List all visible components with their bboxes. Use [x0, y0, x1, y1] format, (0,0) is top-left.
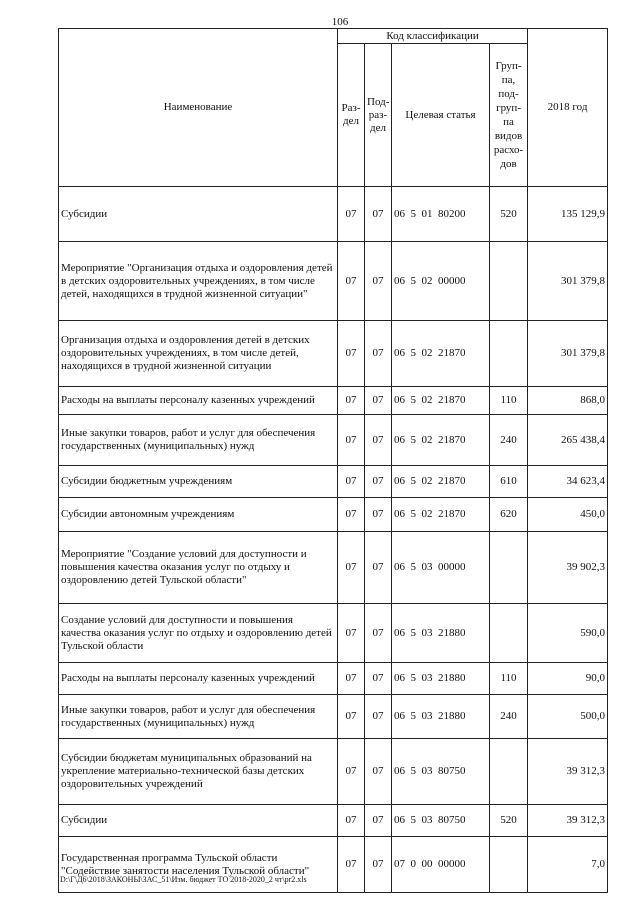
row-group: 240 [490, 695, 528, 739]
row-group [490, 532, 528, 604]
table-row [59, 187, 608, 242]
row-amount: 90,0 [528, 663, 608, 695]
row-article: 06 5 03 80750 [392, 739, 490, 805]
row-group [490, 242, 528, 321]
page-number: 106 [331, 16, 349, 28]
row-name: Мероприятие "Создание условий для доступности и повышения качества оказания услуг по отдыху и оздоровлению детей Тульской области" [59, 532, 338, 604]
row-subsection: 07 [365, 532, 392, 604]
row-section: 07 [338, 532, 365, 604]
row-subsection: 07 [365, 498, 392, 532]
table-row [59, 532, 608, 604]
table-row [59, 663, 608, 695]
row-amount: 39 902,3 [528, 532, 608, 604]
row-name: Субсидии [59, 187, 338, 242]
row-group [490, 604, 528, 663]
row-amount: 135 129,9 [528, 187, 608, 242]
row-amount: 34 623,4 [528, 466, 608, 498]
row-group: 620 [490, 498, 528, 532]
row-group [490, 837, 528, 893]
table-row [59, 466, 608, 498]
row-section: 07 [338, 739, 365, 805]
row-name: Иные закупки товаров, работ и услуг для обеспечения государственных (муниципальных) нужд [59, 415, 338, 466]
row-group: 110 [490, 663, 528, 695]
header-group: Груп- па, под- груп- па видов расхо- дов [490, 44, 528, 187]
table-row [59, 604, 608, 663]
row-section: 07 [338, 604, 365, 663]
row-article: 06 5 02 21870 [392, 321, 490, 387]
row-article: 06 5 03 00000 [392, 532, 490, 604]
table-row [59, 415, 608, 466]
row-amount: 301 379,8 [528, 242, 608, 321]
header-year: 2018 год [528, 29, 608, 187]
row-name: Субсидии [59, 805, 338, 837]
row-article: 06 5 03 21880 [392, 695, 490, 739]
row-group: 520 [490, 805, 528, 837]
header-code: Код классификации [338, 29, 528, 44]
row-subsection: 07 [365, 466, 392, 498]
row-group: 110 [490, 387, 528, 415]
row-section: 07 [338, 663, 365, 695]
table-row [59, 242, 608, 321]
row-group: 520 [490, 187, 528, 242]
row-amount: 301 379,8 [528, 321, 608, 387]
row-article: 06 5 03 21880 [392, 663, 490, 695]
row-section: 07 [338, 415, 365, 466]
row-subsection: 07 [365, 663, 392, 695]
row-article: 06 5 01 80200 [392, 187, 490, 242]
row-name: Государственная программа Тульской области "Содействие занятости населения Тульской области" [59, 837, 338, 893]
table-row [59, 498, 608, 532]
row-article: 06 5 03 80750 [392, 805, 490, 837]
row-group [490, 321, 528, 387]
row-name: Иные закупки товаров, работ и услуг для обеспечения государственных (муниципальных) нужд [59, 695, 338, 739]
budget-table [58, 28, 608, 893]
table-row [59, 805, 608, 837]
row-amount: 868,0 [528, 387, 608, 415]
row-section: 07 [338, 242, 365, 321]
header-section: Раз- дел [338, 44, 365, 187]
row-section: 07 [338, 321, 365, 387]
row-group [490, 739, 528, 805]
row-amount: 39 312,3 [528, 739, 608, 805]
row-name: Расходы на выплаты персоналу казенных учреждений [59, 663, 338, 695]
row-subsection: 07 [365, 604, 392, 663]
row-section: 07 [338, 466, 365, 498]
row-subsection: 07 [365, 321, 392, 387]
table-row [59, 695, 608, 739]
row-article: 06 5 02 00000 [392, 242, 490, 321]
row-subsection: 07 [365, 739, 392, 805]
header-article: Целевая статья [392, 44, 490, 187]
row-name: Мероприятие "Организация отдыха и оздоровления детей в детских оздоровительных учреждениях, в том числе детей, находящихся в трудной жизненной ситуации" [59, 242, 338, 321]
row-name: Субсидии бюджетным учреждениям [59, 466, 338, 498]
row-subsection: 07 [365, 187, 392, 242]
table-row [59, 739, 608, 805]
row-name: Расходы на выплаты персоналу казенных учреждений [59, 387, 338, 415]
header-row-top [59, 29, 608, 44]
row-name: Субсидии бюджетам муниципальных образований на укрепление материально-технической базы детских оздоровительных учреждений [59, 739, 338, 805]
table-row [59, 837, 608, 893]
row-name: Организация отдыха и оздоровления детей в детских оздоровительных учреждениях, в том числе детей, находящихся в трудной жизненной ситуации [59, 321, 338, 387]
table-row [59, 321, 608, 387]
row-section: 07 [338, 805, 365, 837]
file-path-footer: D:\Г\Д6\2018\ЗАКОНЫ\ЗАС_51\Изм. бюджет ТО 2018-2020_2 чт\pr2.xls [60, 875, 307, 884]
row-amount: 450,0 [528, 498, 608, 532]
row-subsection: 07 [365, 242, 392, 321]
row-subsection: 07 [365, 387, 392, 415]
row-amount: 265 438,4 [528, 415, 608, 466]
row-amount: 590,0 [528, 604, 608, 663]
row-article: 06 5 02 21870 [392, 415, 490, 466]
row-subsection: 07 [365, 415, 392, 466]
row-section: 07 [338, 695, 365, 739]
row-name: Субсидии автономным учреждениям [59, 498, 338, 532]
header-name: Наименование [59, 29, 338, 187]
row-article: 06 5 02 21870 [392, 387, 490, 415]
row-section: 07 [338, 498, 365, 532]
row-subsection: 07 [365, 695, 392, 739]
row-section: 07 [338, 187, 365, 242]
row-article: 07 0 00 00000 [392, 837, 490, 893]
row-article: 06 5 03 21880 [392, 604, 490, 663]
row-group: 610 [490, 466, 528, 498]
header-subsection: Под- раз- дел [365, 44, 392, 187]
row-subsection: 07 [365, 805, 392, 837]
row-article: 06 5 02 21870 [392, 466, 490, 498]
table-row [59, 387, 608, 415]
row-amount: 500,0 [528, 695, 608, 739]
row-subsection: 07 [365, 837, 392, 893]
row-amount: 7,0 [528, 837, 608, 893]
row-article: 06 5 02 21870 [392, 498, 490, 532]
row-section: 07 [338, 387, 365, 415]
row-amount: 39 312,3 [528, 805, 608, 837]
row-group: 240 [490, 415, 528, 466]
row-section: 07 [338, 837, 365, 893]
row-name: Создание условий для доступности и повышения качества оказания услуг по отдыху и оздоровлению детей Тульской области [59, 604, 338, 663]
